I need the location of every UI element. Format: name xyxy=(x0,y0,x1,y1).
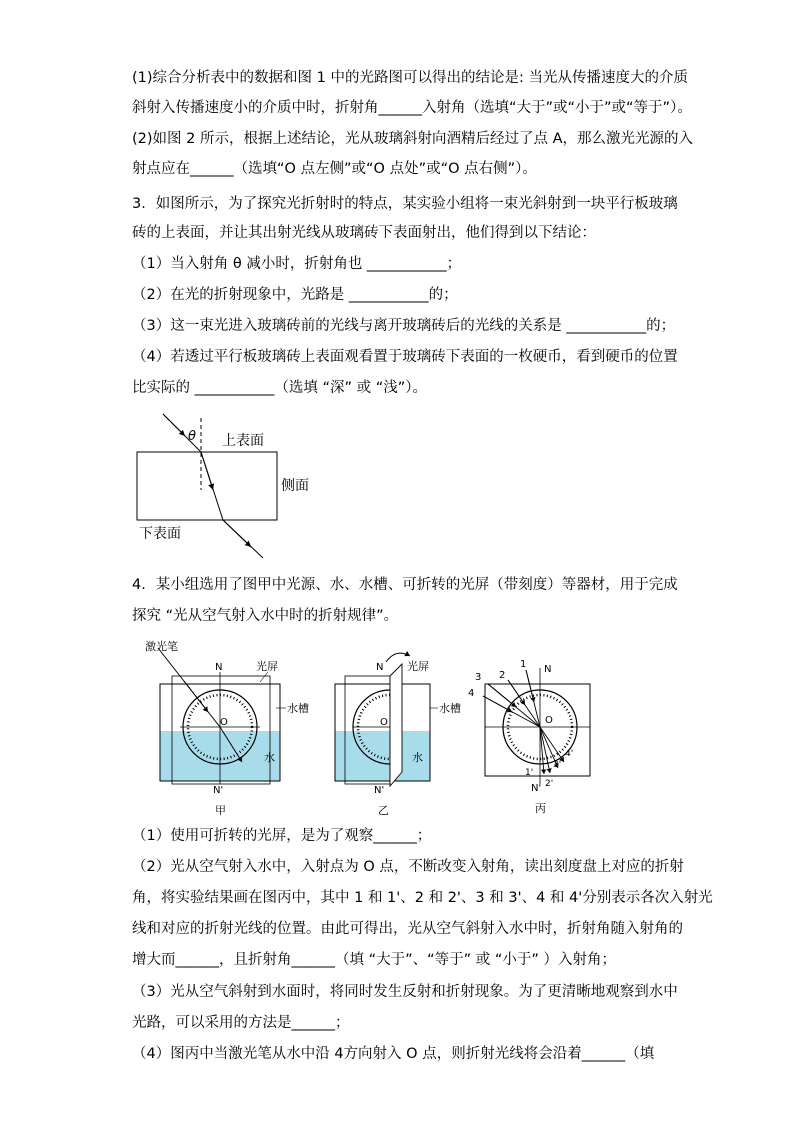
q3-line-1: 3．如图所示，为了探究光折射时的特点，某实验小组将一束光斜射到一块平行板玻璃 xyxy=(132,196,678,212)
incident-ray-arrow xyxy=(163,414,185,436)
screen-yi-folded xyxy=(390,664,402,786)
q4-item-3b: 光路，可以采用的方法是______； xyxy=(132,1015,350,1031)
normal-bottom-yi: N' xyxy=(374,785,385,796)
label-ray-4: 4 xyxy=(468,688,475,699)
q2-line-1: (1)综合分析表中的数据和图 1 中的光路图可以得出的结论是: 当光从传播速度大的介质 xyxy=(132,70,688,86)
q3-item-4a: （4）若透过平行板玻璃砖上表面观看置于玻璃砖下表面的一枚硬币，看到硬币的位置 xyxy=(132,349,678,365)
label-ray-2r: 2' xyxy=(545,779,554,789)
water-label-jia: 水 xyxy=(264,751,275,764)
center-o-jia: O xyxy=(220,717,228,728)
q3-item-2: （2）在光的折射现象中，光路是 ___________的； xyxy=(132,287,458,303)
q4-line-1: 4．某小组选用了图甲中光源、水、水槽、可折转的光屏（带刻度）等器材，用于完成 xyxy=(132,577,678,593)
q2-line-3: (2)如图 2 所示，根据上述结论，光从玻璃斜射向酒精后经过了点 A，那么激光光源的入 xyxy=(132,131,694,147)
q3-item-1: （1）当入射角 θ 减小时，折射角也 ___________； xyxy=(132,256,462,272)
q4-item-2c: 线和对应的折射光线的位置。由此可得出，光从空气斜射入水中时，折射角随入射角的 xyxy=(132,921,683,937)
screen-label-yi: 光屏 xyxy=(407,660,429,673)
q4-item-2a: （2）光从空气射入水中，入射点为 O 点，不断改变入射角，读出刻度盘上对应的折射 xyxy=(132,859,684,875)
normal-top-yi: N xyxy=(376,662,384,673)
glass-slab xyxy=(137,452,277,520)
refracted-ray-arrow xyxy=(201,452,213,490)
top-surface-label: 上表面 xyxy=(222,433,264,449)
q4-item-2b: 角，将实验结果画在图丙中，其中 1 和 1'、2 和 2'、3 和 3'、4 和 4'分别表示各次入射光 xyxy=(132,890,713,906)
panel-jia xyxy=(145,639,309,817)
emergent-ray-arrow xyxy=(223,520,251,547)
refraction-experiment-figure xyxy=(140,636,610,821)
q4-item-4: （4）图丙中当激光笔从水中沿 4方向射入 O 点，则折射光线将会沿着______（填 xyxy=(132,1046,655,1062)
center-o-bing: O xyxy=(545,715,553,726)
q4-item-1: （1）使用可折转的光屏，是为了观察______； xyxy=(132,828,432,844)
panel-yi xyxy=(335,653,461,817)
tank-label-jia: 水槽 xyxy=(287,702,309,715)
q3-line-2: 砖的上表面，并让其出射光线从玻璃砖下表面射出，他们得到以下结论： xyxy=(132,225,596,241)
water-label-yi: 水 xyxy=(412,751,423,764)
side-label: 侧面 xyxy=(281,478,309,494)
q3-item-3: （3）这一束光进入玻璃砖前的光线与离开玻璃砖后的光线的关系是 ___________的； xyxy=(132,318,676,334)
glass-slab-figure xyxy=(125,410,325,565)
theta-label: θ xyxy=(188,429,196,444)
caption-bing: 丙 xyxy=(535,802,546,815)
screen-bing xyxy=(485,684,590,776)
label-ray-1r: 1' xyxy=(525,768,534,778)
center-o-yi: O xyxy=(380,717,388,728)
laser-label: 激光笔 xyxy=(145,640,178,653)
q4-item-3a: （3）光从空气斜射到水面时，将同时发生反射和折射现象。为了更清晰地观察到水中 xyxy=(132,984,678,1000)
bottom-surface-label: 下表面 xyxy=(139,526,181,542)
normal-bottom-jia: N' xyxy=(213,785,224,796)
normal-top-bing: N xyxy=(544,664,552,675)
label-ray-1: 1 xyxy=(520,659,527,670)
label-ray-3r: 3' xyxy=(553,760,562,770)
q4-item-2d: 增大而______，且折射角______（填 “大于”、“等于” 或 “小于” ）入射角； xyxy=(132,952,617,968)
q2-line-2: 斜射入传播速度小的介质中时，折射角______入射角（选填“大于”或“小于”或“等于”）。 xyxy=(132,100,692,116)
label-ray-2: 2 xyxy=(499,670,506,681)
label-ray-3: 3 xyxy=(475,672,482,683)
q4-line-2: 探究 “光从空气射入水中时的折射规律”。 xyxy=(132,608,399,624)
panel-bing xyxy=(468,659,590,815)
tank-label-yi: 水槽 xyxy=(439,702,461,715)
normal-bottom-bing: N' xyxy=(531,783,542,794)
screen-label-jia: 光屏 xyxy=(256,660,278,673)
label-ray-4r: 4' xyxy=(565,749,574,759)
q3-item-4b: 比实际的 ___________（选填 “深” 或 “浅”）。 xyxy=(132,380,427,396)
q2-line-4: 射点应在______（选填“O 点左侧”或“O 点处”或“O 点右侧”）。 xyxy=(132,161,537,177)
normal-top-jia: N xyxy=(215,662,223,673)
caption-yi: 乙 xyxy=(378,804,389,817)
caption-jia: 甲 xyxy=(215,804,226,817)
